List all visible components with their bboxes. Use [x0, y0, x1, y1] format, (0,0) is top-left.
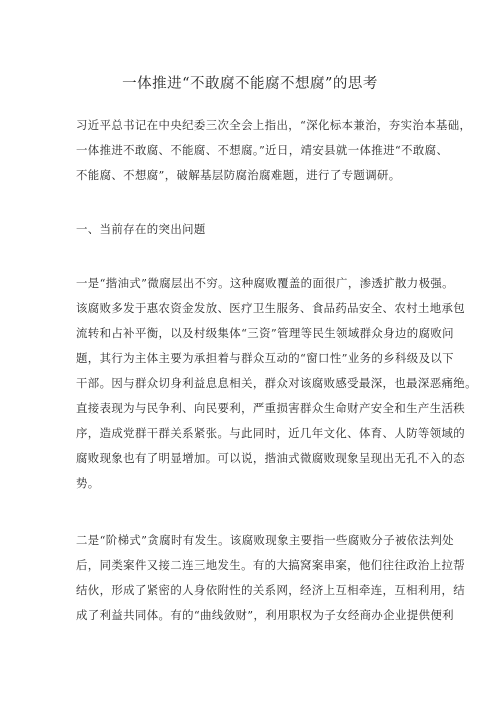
paragraph-line: 势。 [76, 476, 100, 490]
section-heading: 一、当前存在的突出问题 [76, 222, 206, 236]
paragraph-line: 后，同类案件又接二连三地发生。有的大搞窝案串案，他们往往政治上拉帮 [76, 558, 466, 572]
intro-paragraph [76, 113, 472, 188]
paragraph-line: 二是“阶梯式”贪腐时有发生。该腐败现象主要指一些腐败分子被依法判处 [76, 533, 454, 547]
intro-line: 不能腐、不想腐”，破解基层防腐治腐难题，进行了专题调研。 [76, 168, 401, 182]
paragraph-line: 成了利益共同体。有的“曲线敛财”，利用职权为子女经商办企业提供便利 [76, 608, 454, 622]
intro-line: 一体推进不敢腐、不能腐、不想腐。”近日，靖安县就一体推进“不敢腐、 [76, 143, 449, 157]
intro-line: 习近平总书记在中央纪委三次全会上指出，“深化标本兼治，夯实治本基础， [76, 118, 472, 132]
paragraph-line: 流转和占补平衡，以及村级集体“三资”管理等民生领域群众身边的腐败问 [76, 326, 454, 340]
paragraph-line: 序，造成党群干群关系紧张。与此同时，近几年文化、体育、人防等领域的 [76, 426, 466, 440]
paragraph-line: 直接表现为与民争利、向民要利，严重损害群众生命财产安全和生产生活秩 [76, 401, 466, 415]
paragraph-line: 该腐败多发于惠农资金发放、医疗卫生服务、食品药品安全、农村土地承包 [76, 301, 466, 315]
paragraph-line: 腐败现象也有了明显增加。可以说，揩油式微腐败现象呈现出无孔不入的态 [76, 451, 466, 465]
document-title: 一体推进“不敢腐不能腐不想腐”的思考 [122, 76, 378, 92]
paragraph-line: 题，其行为主体主要为承担着与群众互动的“窗口性”业务的乡科级及以下 [76, 351, 454, 365]
paragraph-2 [76, 528, 466, 628]
paragraph-line: 干部。因与群众切身利益息息相关，群众对该腐败感受最深，也最深恶痛绝。 [76, 376, 477, 390]
paragraph-line: 一是“揩油式”微腐层出不穷。这种腐败覆盖的面很广，渗透扩散力极强。 [76, 276, 454, 290]
paragraph-line: 结伙，形成了紧密的人身依附性的关系网，经济上互相牵连，互相利用，结 [76, 583, 466, 597]
paragraph-1 [76, 271, 477, 496]
